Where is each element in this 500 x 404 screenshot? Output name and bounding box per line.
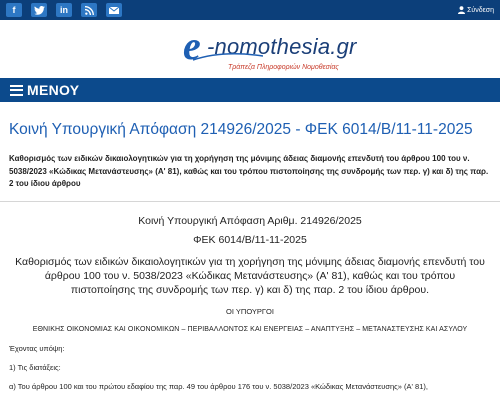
logo-wordmark: -nomothesia.gr [207,34,357,59]
site-logo[interactable] [183,23,363,76]
facebook-icon[interactable]: f [6,3,22,17]
rss-icon[interactable] [81,3,97,17]
main-content [0,103,500,400]
top-bar [0,0,500,20]
paragraph-2: α) Του άρθρου 100 και του πρώτου εδαφίου της παρ. 49 του άρθρου 176 του ν. 5038/2023 «Κώδικας Μετανάστευσης» (Α' 81), [9,381,428,391]
logo-letter-e: e [183,23,201,68]
login-link[interactable] [458,6,494,14]
logo-tagline: Τράπεζα Πληροφοριών Νομοθεσίας [228,64,339,71]
ministries-list: ΕΘΝΙΚΗΣ ΟΙΚΟΝΟΜΙΑΣ ΚΑΙ ΟΙΚΟΝΟΜΙΚΩΝ – ΠΕΡΙΒΑΛΛΟΝΤΟΣ ΚΑΙ ΕΝΕΡΓΕΙΑΣ – ΑΝΑΠΤΥΞΗΣ – ΜΕΤΑΝΑΣΤΕΥΣΗΣ ΚΑΙ ΑΣΥΛΟΥ [32,325,468,333]
divider [0,201,500,202]
email-icon[interactable] [106,3,122,17]
document-fek: ΦΕΚ 6014/B/11-11-2025 [193,233,307,246]
menu-label[interactable]: ΜΕΝΟΥ [27,82,80,98]
document-text [9,343,490,393]
logo-swoosh-icon [193,52,263,62]
paragraph-1: 1) Τις διατάξεις: [9,362,61,372]
hamburger-icon[interactable] [10,85,23,96]
paragraph-intro: Έχοντας υπόψη: [9,343,65,353]
site-header [0,20,500,74]
document-description: Καθορισμός των ειδικών δικαιολογητικών για τη χορήγηση της μόνιμης άδειας διαμονής επενδυτή του άρθρου 100 του ν. 5038/2023 «Κώδικας Μετανάστευσης» (Α' 81), καθώς και του τρόπου πιστοποίησης της συνδρομής των περ. γ) και δ) της παρ. 2 του ίδιου άρθρου. [15,255,485,296]
document-body [0,215,500,333]
ministers-heading: ΟΙ ΥΠΟΥΡΓΟΙ [226,306,274,316]
linkedin-icon[interactable]: in [56,3,72,17]
user-icon [458,6,465,14]
menu-bar[interactable] [0,78,500,102]
document-heading: Κοινή Υπουργική Απόφαση Αριθμ. 214926/2025 [138,214,362,227]
twitter-icon[interactable] [31,3,47,17]
login-label: Σύνδεση [467,6,494,14]
page-title: Κοινή Υπουργική Απόφαση 214926/2025 - ΦΕΚ 6014/B/11-11-2025 [9,121,473,138]
page-summary: Καθορισμός των ειδικών δικαιολογητικών για τη χορήγηση της μόνιμης άδειας διαμονής επενδυτή του άρθρου 100 του ν. 5038/2023 «Κώδικας Μετανάστευσης» (Α' 81), καθώς και του τρόπου πιστοποίησης της συνδρομής των περ. γ) και δ) της παρ. 2 του ίδιου άρθρου [9,154,489,188]
